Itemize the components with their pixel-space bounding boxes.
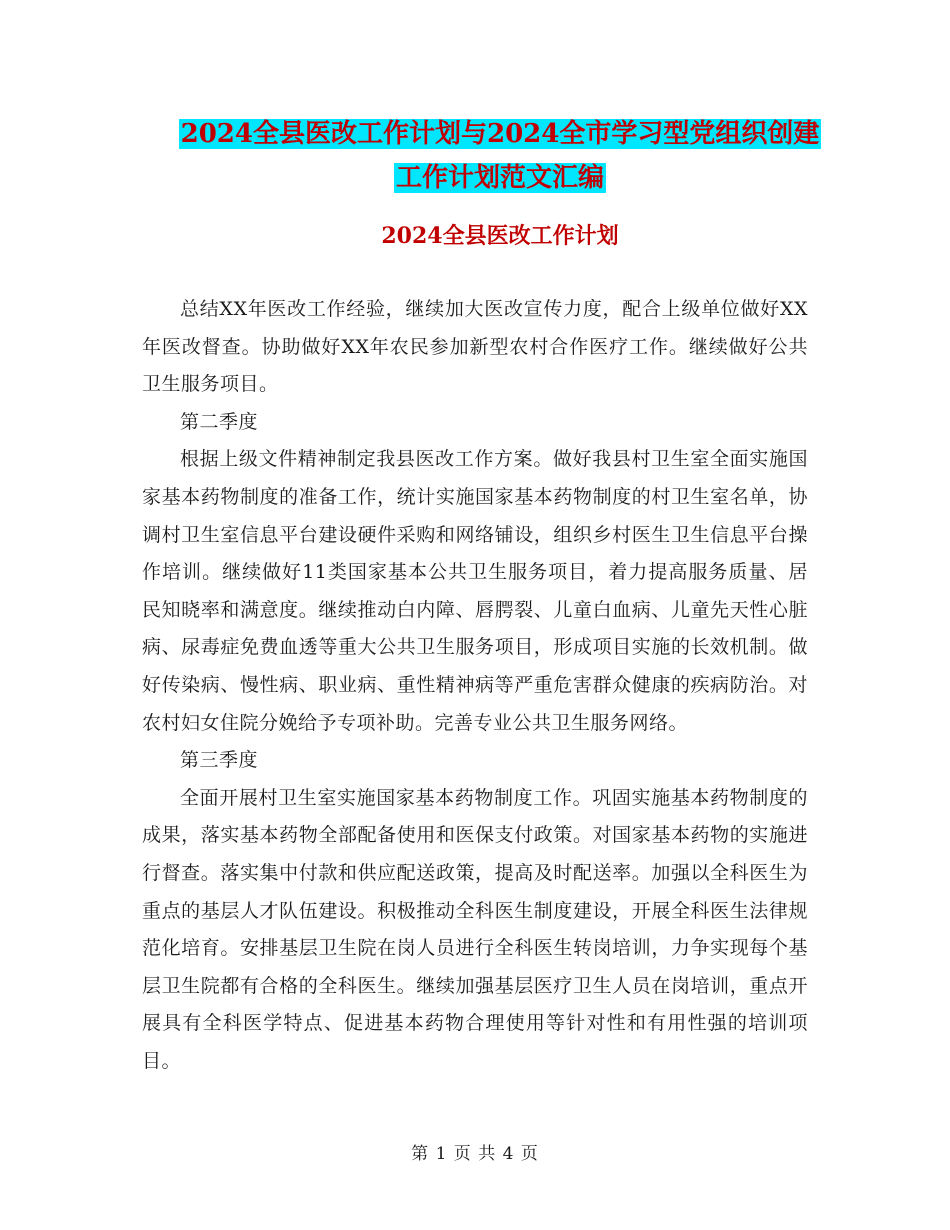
- document-title-line-1: 2024全县医改工作计划与2024全市学习型党组织创建: [180, 119, 820, 149]
- paragraph-q2: 根据上级文件精神制定我县医改工作方案。做好我县村卫生室全面实施国家基本药物制度的准备工作，统计实施国家基本药物制度的村卫生室名单，协调村卫生室信息平台建设硬件采购和网络铺设，组织乡村医生卫生信息平台操作培训。继续做好11类国家基本公共卫生服务项目，着力提高服务质量、居民知晓率和满意度。继续推动白内障、唇腭裂、儿童白血病、儿童先天性心脏病、尿毒症免费血透等重大公共卫生服务项目，形成项目实施的长效机制。做好传染病、慢性病、职业病、重性精神病等严重危害群众健康的疾病防治。对农村妇女住院分娩给予专项补助。完善专业公共卫生服务网络。: [142, 448, 808, 734]
- page-number: 第 1 页 共 4 页: [411, 1144, 539, 1164]
- paragraph-heading-q3: 第三季度: [180, 749, 259, 772]
- paragraph-heading-q2: 第二季度: [180, 410, 259, 433]
- document-body: [142, 291, 808, 1080]
- document-title: [140, 112, 860, 200]
- section-title: 2024全县医改工作计划: [381, 223, 619, 249]
- paragraph-q3: 全面开展村卫生室实施国家基本药物制度工作。巩固实施基本药物制度的成果，落实基本药物全部配备使用和医保支付政策。对国家基本药物的实施进行督查。落实集中付款和供应配送政策，提高及时配送率。加强以全科医生为重点的基层人才队伍建设。积极推动全科医生制度建设，开展全科医生法律规范化培育。安排基层卫生院在岗人员进行全科医生转岗培训，力争实现每个基层卫生院都有合格的全科医生。继续加强基层医疗卫生人员在岗培训，重点开展具有全科医学特点、促进基本药物合理使用等针对性和有用性强的培训项目。: [142, 786, 808, 1072]
- paragraph-intro: 总结XX年医改工作经验，继续加大医改宣传力度，配合上级单位做好XX年医改督查。协助做好XX年农民参加新型农村合作医疗工作。继续做好公共卫生服务项目。: [142, 298, 808, 396]
- page-footer: [0, 1142, 950, 1166]
- document-title-line-2: 工作计划范文汇编: [395, 163, 604, 193]
